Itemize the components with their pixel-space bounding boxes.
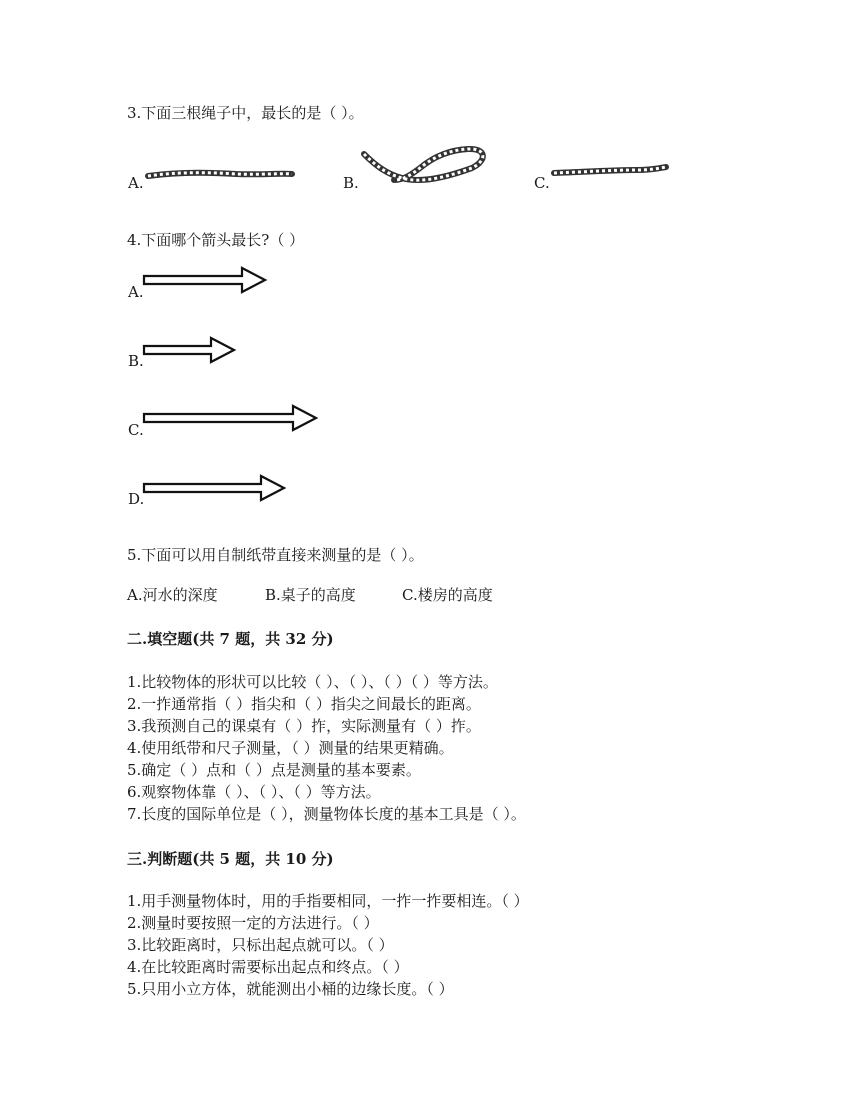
arrow-icon bbox=[143, 266, 268, 294]
q3-option-c-label: C. bbox=[534, 174, 550, 192]
fill-blank-item: 2.一拃通常指（ ）指尖和（ ）指尖之间最长的距离。 bbox=[127, 695, 481, 713]
section-3-title: 三.判断题(共 5 题，共 10 分) bbox=[127, 850, 334, 868]
true-false-item: 5.只用小立方体，就能测出小桶的边缘长度。（ ） bbox=[127, 980, 454, 998]
q5-option-c: C.楼房的高度 bbox=[402, 586, 493, 604]
q3-option-b-label: B. bbox=[343, 174, 359, 192]
fill-blank-item: 1.比较物体的形状可以比较（ ）、（ ）、（ ）（ ）等方法。 bbox=[127, 673, 498, 691]
q4-option-a-label: A. bbox=[128, 283, 144, 301]
true-false-item: 3.比较距离时，只标出起点就可以。（ ） bbox=[127, 936, 394, 954]
question-3-text: 3.下面三根绳子中，最长的是（ ）。 bbox=[127, 104, 364, 122]
q3-option-a-label: A. bbox=[128, 174, 144, 192]
section-3-list bbox=[127, 890, 529, 1000]
question-5-text: 5.下面可以用自制纸带直接来测量的是（ ）。 bbox=[127, 546, 424, 564]
fill-blank-item: 5.确定（ ）点和（ ）点是测量的基本要素。 bbox=[127, 761, 421, 779]
arrow-icon bbox=[143, 474, 288, 502]
fill-blank-item: 4.使用纸带和尺子测量，（ ）测量的结果更精确。 bbox=[127, 739, 454, 757]
fill-blank-item: 6.观察物体靠（ ）、（ ）、（ ）等方法。 bbox=[127, 783, 381, 801]
fill-blank-item: 7.长度的国际单位是（ ），测量物体长度的基本工具是（ ）。 bbox=[127, 805, 526, 823]
straight-rope-icon bbox=[146, 166, 296, 184]
q5-option-a: A.河水的深度 bbox=[127, 586, 218, 604]
arrow-icon bbox=[143, 404, 320, 432]
straight-rope-icon bbox=[552, 162, 670, 180]
section-2-title: 二.填空题(共 7 题，共 32 分) bbox=[127, 630, 334, 648]
q4-option-c-label: C. bbox=[128, 421, 144, 439]
q4-option-d-label: D. bbox=[128, 490, 145, 508]
section-2-list bbox=[127, 671, 526, 825]
true-false-item: 4.在比较距离时需要标出起点和终点。（ ） bbox=[127, 958, 409, 976]
fill-blank-item: 3.我预测自己的课桌有（ ）拃，实际测量有（ ）拃。 bbox=[127, 717, 481, 735]
true-false-item: 1.用手测量物体时，用的手指要相同，一拃一拃要相连。（ ） bbox=[127, 892, 529, 910]
arrow-icon bbox=[143, 336, 237, 364]
q5-option-b: B.桌子的高度 bbox=[265, 586, 356, 604]
question-4-text: 4.下面哪个箭头最长?（ ） bbox=[127, 231, 305, 249]
looped-rope-icon bbox=[360, 146, 490, 188]
true-false-item: 2.测量时要按照一定的方法进行。（ ） bbox=[127, 914, 379, 932]
q4-option-b-label: B. bbox=[128, 352, 144, 370]
